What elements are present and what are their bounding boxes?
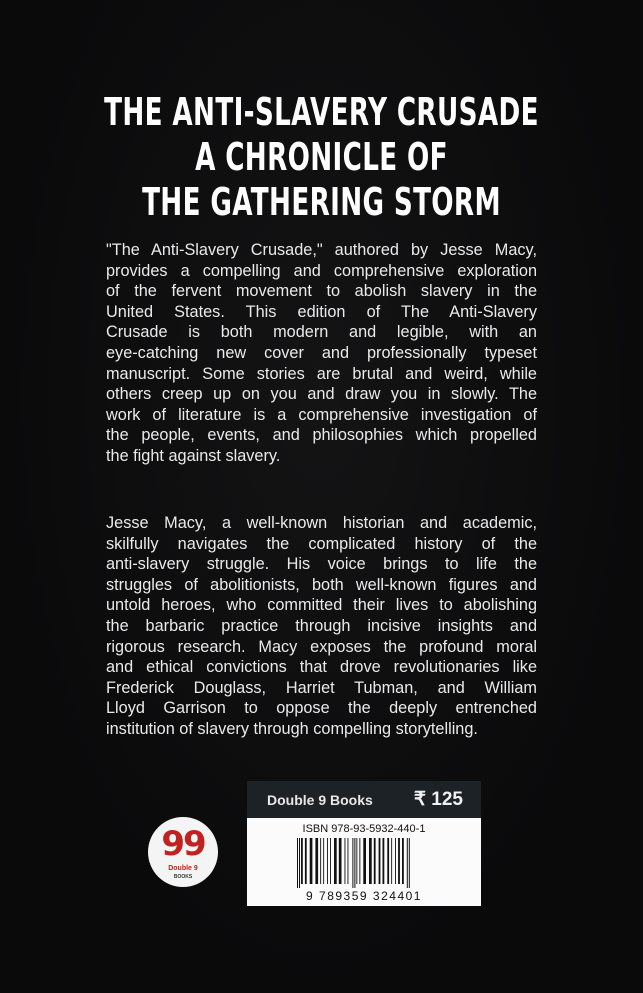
barcode-digits: 9 789359 324401 — [306, 889, 422, 903]
logo-numerals: 99 — [161, 823, 205, 864]
barcode-bar — [334, 838, 337, 884]
barcode-bar — [407, 838, 408, 888]
text-line: struggles of abolitionists, both well-known figures and — [106, 575, 537, 594]
barcode — [293, 838, 435, 888]
text-line: eye-catching new cover and professionally typeset — [106, 343, 537, 362]
barcode-bar — [363, 838, 366, 884]
barcode-bar — [395, 838, 396, 884]
text-line: Frederick Douglass, Harriet Tubman, and William — [106, 678, 537, 697]
title-line: THE ANTI-SLAVERY CRUSADE — [104, 90, 539, 134]
text-line: Crusade is both modern and legible, with an — [106, 323, 537, 342]
text-line: untold heroes, who committed their lives to abolishing — [106, 596, 537, 615]
barcode-bar — [356, 838, 357, 884]
price-bar — [247, 781, 481, 818]
barcode-bar — [339, 838, 342, 884]
text-line: manuscript. Some stories are brutal and weird, while — [106, 364, 537, 383]
barcode-bar — [409, 838, 410, 888]
barcode-bar — [299, 838, 300, 888]
blurb-paragraph-2 — [106, 513, 537, 740]
barcode-bar — [359, 838, 360, 884]
barcode-bar — [320, 838, 321, 884]
text-line: provides a compelling and comprehensive exploration — [106, 261, 537, 280]
blurb-paragraph-1 — [106, 240, 537, 467]
price: ₹ 125 — [413, 789, 463, 810]
barcode-bar — [369, 838, 372, 884]
barcode-bar — [354, 838, 355, 888]
title-line: A CHRONICLE OF — [195, 135, 448, 179]
barcode-bar — [374, 838, 376, 884]
text-line: and ethical convictions that drove revolutionaries like — [106, 658, 537, 677]
text-line: Jesse Macy, a well-known historian and academic, — [106, 514, 537, 532]
text-line: of the fervent movement to abolish slavery in the — [106, 282, 537, 301]
logo-text: Double 9 — [168, 864, 198, 872]
text-line: the fight against slavery. — [106, 446, 281, 465]
text-line: Lloyd Garrison to oppose the deeply entrenched — [106, 699, 537, 718]
barcode-bar — [323, 838, 324, 884]
logo-subtext: BOOKS — [173, 873, 193, 880]
barcode-bar — [315, 838, 318, 884]
barcode-bar — [379, 838, 381, 884]
barcode-bar — [391, 838, 392, 884]
barcode-bar — [387, 838, 389, 884]
text-line: institution of slavery through compelling storytelling. — [106, 719, 478, 738]
text-line: United States. This edition of The Anti-Slavery — [106, 302, 537, 321]
text-line: rigorous research. Macy exposes the profound moral — [106, 637, 537, 656]
barcode-bar — [301, 838, 303, 884]
barcode-bar — [305, 838, 307, 884]
text-line: skilfully navigates the complicated history of the — [106, 534, 537, 553]
barcode-bar — [348, 838, 349, 884]
text-line: anti-slavery struggle. His voice brings to life the — [106, 555, 537, 574]
barcode-bar — [402, 838, 404, 884]
barcode-bar — [310, 838, 313, 884]
barcode-bar — [345, 838, 346, 884]
publisher-name: Double 9 Books — [267, 791, 373, 808]
barcode-bar — [327, 838, 328, 884]
title-line: THE GATHERING STORM — [142, 180, 501, 224]
text-line: "The Anti-Slavery Crusade," authored by Jesse Macy, — [106, 241, 537, 259]
barcode-bar — [398, 838, 400, 884]
barcode-bar — [330, 838, 331, 884]
text-line: others creep up on you and draw you in slowly. The — [106, 385, 537, 404]
text-line: work of literature is a comprehensive investigation of — [106, 405, 537, 424]
text-line: the people, events, and philosophies which propelled — [106, 426, 537, 445]
barcode-bar — [297, 838, 298, 888]
text-line: the barbaric practice through incisive insights and — [106, 616, 537, 635]
barcode-bar — [352, 838, 353, 888]
barcode-box — [247, 818, 481, 906]
isbn-label: ISBN 978-93-5932-440-1 — [302, 823, 426, 835]
book-title — [0, 90, 643, 225]
publisher-logo — [148, 817, 218, 887]
barcode-bar — [383, 838, 385, 884]
